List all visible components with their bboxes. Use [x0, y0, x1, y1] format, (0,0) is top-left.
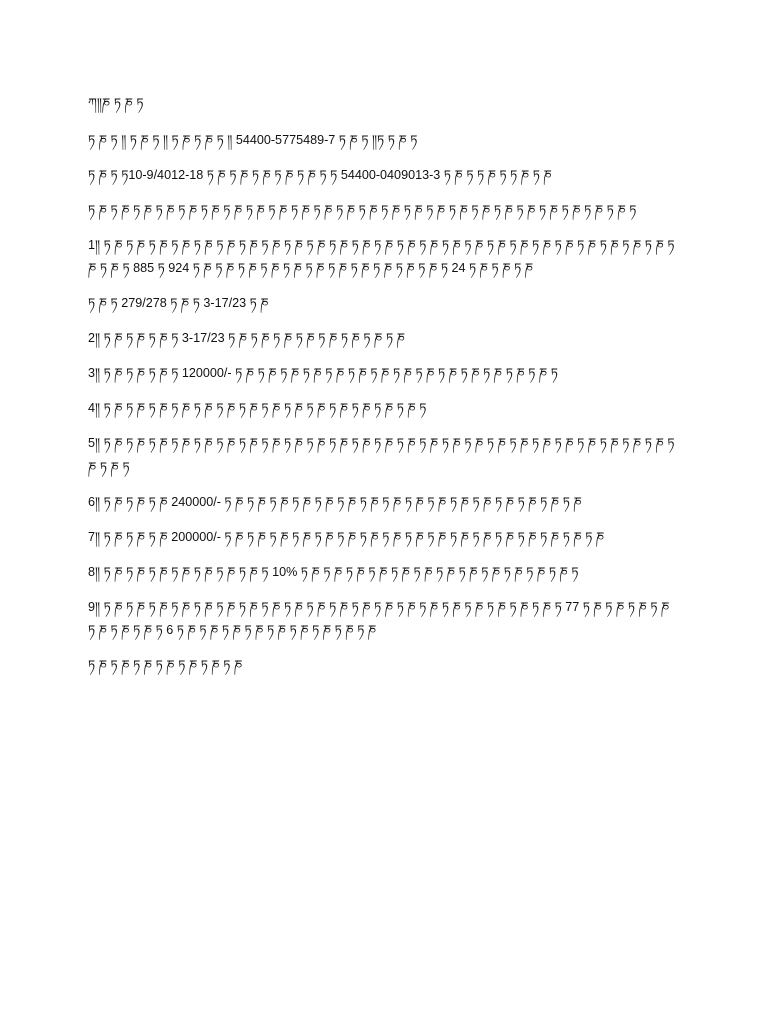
paragraph-party-1: ཏ ཎ ཏ ༎ ཏ ཎ ཏ ༎ ཏ ཎ ཏ ཎ ཏ ༎ 54400-5775489-7 ཏ ཎ ཏ ༎ཏ ཏ ཎ ཏ: [88, 132, 418, 147]
paragraph-clause-4: 4༎ ཏ ཎ ཏ ཎ ཏ ཎ ཏ ཎ ཏ ཎ ཏ ཎ ཏ ཎ ཏ ཎ ཏ ཎ ཏ ཎ ཏ ཎ ཏ ཎ ཏ ཎ ཏ ཎ ཏ: [88, 401, 427, 415]
paragraph-closing: ཏ ཎ ཏ ཎ ཏ ཎ ཏ ཎ ཏ ཎ ཏ ཎ ཏ ཎ: [88, 658, 243, 672]
paragraph-reference: ཏ ཎ ཏ 279/278 ཏ ཎ ཏ 3-17/23 ཏ ཎ: [88, 296, 269, 310]
paragraph-clause-8: 8༎ ཏ ཎ ཏ ཎ ཏ ཎ ཏ ཎ ཏ ཎ ཏ ཎ ཏ ཎ ཏ 10% ཏ ཎ ཏ ཎ ཏ ཎ ཏ ཎ ཏ ཎ ཏ ཎ ཏ ཎ ཏ ཎ ཏ ཎ ཏ ཎ ཏ ཎ ཏ ཎ ཏ: [88, 564, 579, 579]
paragraph-clause-5: 5༎ ཏ ཎ ཏ ཎ ཏ ཎ ཏ ཎ ཏ ཎ ཏ ཎ ཏ ཎ ཏ ཎ ཏ ཎ ཏ ཎ ཏ ཎ ཏ ཎ ཏ ཎ ཏ ཎ ཏ ཎ ཏ ཎ ཏ ཎ ཏ ཎ ཏ ཎ ཏ ཎ ཏ ཎ ཏ ཎ ཏ ཎ ཏ ཎ ཏ ཎ ཏ ཎ ཏ ཎ ཏ: [88, 436, 675, 474]
paragraph-clause-2: 2༎ ཏ ཎ ཏ ཎ ཏ ཎ ཏ 3-17/23 ཏ ཎ ཏ ཎ ཏ ཎ ཏ ཎ ཏ ཎ ཏ ཎ ཏ ཎ ཏ ཎ: [88, 331, 405, 345]
document-title: ཀ༎ཎ ཏ ཎ ཏ: [88, 96, 144, 110]
paragraph-clause-9: 9༎ ཏ ཎ ཏ ཎ ཏ ཎ ཏ ཎ ཏ ཎ ཏ ཎ ཏ ཎ ཏ ཎ ཏ ཎ ཏ ཎ ཏ ཎ ཏ ཎ ཏ ཎ ཏ ཎ ཏ ཎ ཏ ཎ ཏ ཎ ཏ ཎ ཏ ཎ ཏ ཎ ཏ 77 ཏ ཎ ཏ ཎ ཏ ཎ ཏ ཎ ཏ ཎ ཏ ཎ ཏ ཎ ཏ 6 ཏ ཎ ཏ ཎ ཏ ཎ ཏ ཎ ཏ ཎ ཏ ཎ ཏ ཎ ཏ ཎ ཏ ཎ: [88, 599, 670, 637]
paragraph-clause-6: 6༎ ཏ ཎ ཏ ཎ ཏ ཎ 240000/- ཏ ཎ ཏ ཎ ཏ ཎ ཏ ཎ ཏ ཎ ཏ ཎ ཏ ཎ ཏ ཎ ཏ ཎ ཏ ཎ ཏ ཎ ཏ ཎ ཏ ཎ ཏ ཎ ཏ ཎ ཏ ཎ: [88, 494, 582, 509]
paragraph-clause-3: 3༎ ཏ ཎ ཏ ཎ ཏ ཎ ཏ 120000/- ཏ ཎ ཏ ཎ ཏ ཎ ཏ ཎ ཏ ཎ ཏ ཎ ཏ ཎ ཏ ཎ ཏ ཎ ཏ ཎ ཏ ཎ ཏ ཎ ཏ ཎ ཏ ཎ ཏ: [88, 366, 558, 380]
paragraph-intro: ཏ ཎ ཏ ཎ ཏ ཎ ཏ ཎ ཏ ཎ ཏ ཎ ཏ ཎ ཏ ཎ ཏ ཎ ཏ ཎ ཏ ཎ ཏ ཎ ཏ ཎ ཏ ཎ ཏ ཎ ཏ ཎ ཏ ཎ ཏ ཎ ཏ ཎ ཏ ཎ ཏ ཎ ཏ ཎ ཏ ཎ ཏ ཎ ཏ: [88, 202, 637, 217]
paragraph-clause-1: 1༎ ཏ ཎ ཏ ཎ ཏ ཎ ཏ ཎ ཏ ཎ ཏ ཎ ཏ ཎ ཏ ཎ ཏ ཎ ཏ ཎ ཏ ཎ ཏ ཎ ཏ ཎ ཏ ཎ ཏ ཎ ཏ ཎ ཏ ཎ ཏ ཎ ཏ ཎ ཏ ཎ ཏ ཎ ཏ ཎ ཏ ཎ ཏ ཎ ཏ ཎ ཏ ཎ ཏ ཎ ཏ 885 ཏ 924 ཏ ཎ ཏ ཎ ཏ ཎ ཏ ཎ ཏ ཎ ཏ ཎ ཏ ཎ ཏ ཎ ཏ ཎ ཏ ཎ ཏ ཎ ཏ 24 ཏ ཎ ཏ ཎ ཏ ཎ: [88, 237, 675, 275]
paragraph-party-2: ཏ ཎ ཏ ཏ10-9/4012-18 ཏ ཎ ཏ ཎ ཏ ཎ ཏ ཎ ཏ ཎ ཏ ཏ 54400-0409013-3 ཏ ཎ ཏ ཏ ཎ ཏ ཏ ཎ ཏ ཎ: [88, 167, 552, 182]
paragraph-clause-7: 7༎ ཏ ཎ ཏ ཎ ཏ ཎ 200000/- ཏ ཎ ཏ ཎ ཏ ཎ ཏ ཎ ཏ ཎ ཏ ཎ ཏ ཎ ཏ ཎ ཏ ཎ ཏ ཎ ཏ ཎ ཏ ཎ ཏ ཎ ཏ ཎ ཏ ཎ ཏ ཎ ཏ ཎ: [88, 529, 605, 544]
